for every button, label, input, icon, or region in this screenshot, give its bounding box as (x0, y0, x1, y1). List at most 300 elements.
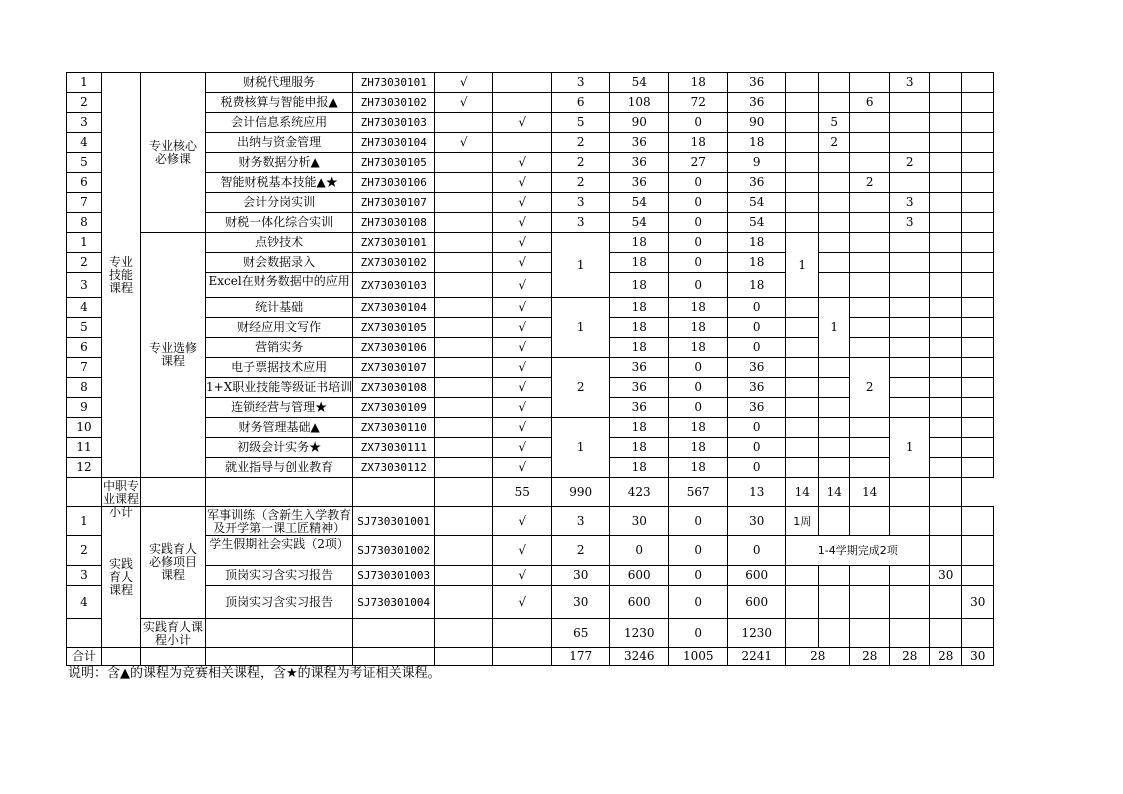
semester-5 (930, 298, 962, 318)
course-code: ZX73030106 (353, 338, 435, 358)
semester-2 (819, 507, 850, 536)
hours-theory: 0 (669, 193, 728, 213)
elective-mark (493, 73, 552, 93)
hours-theory: 18 (669, 318, 728, 338)
hours-practice: 0 (728, 318, 786, 338)
semester-1 (786, 586, 819, 619)
hours-total: 18 (610, 318, 669, 338)
row-number (67, 619, 102, 648)
hours-theory: 18 (669, 438, 728, 458)
required-mark (435, 298, 493, 318)
required-mark (435, 458, 493, 478)
hours-practice: 600 (728, 566, 786, 586)
required-mark (353, 478, 435, 507)
semester-6 (962, 338, 994, 358)
hours-practice: 18 (728, 253, 786, 273)
semester-1: 1 (786, 233, 819, 298)
semester-4: 1 (890, 418, 930, 478)
hours-total: 54 (610, 73, 669, 93)
course-code: SJ730301002 (353, 536, 435, 566)
group-elective: 专业选修课程 (141, 233, 206, 478)
course-name: 初级会计实务★ (206, 438, 353, 458)
row-number: 3 (67, 113, 102, 133)
semester-3 (850, 73, 890, 93)
semester-1 (786, 358, 819, 378)
semester-2 (819, 93, 850, 113)
hours-practice: 36 (728, 73, 786, 93)
hours-total: 0 (610, 536, 669, 566)
hours-practice: 0 (728, 298, 786, 318)
hours-practice: 0 (728, 438, 786, 458)
course-name: 统计基础 (206, 298, 353, 318)
credit-cell: 3 (552, 213, 610, 233)
semester-6 (962, 418, 994, 438)
semester-6 (962, 213, 994, 233)
semester-6 (962, 566, 994, 586)
elective-mark: √ (493, 298, 552, 318)
table-row (67, 93, 994, 113)
semester-6: 30 (962, 648, 994, 666)
semester-1 (786, 566, 819, 586)
semester-4 (890, 318, 930, 338)
semester-3: 2 (850, 358, 890, 418)
course-name: 财会数据录入 (206, 253, 353, 273)
semester-1 (786, 73, 819, 93)
semester-2 (819, 233, 850, 253)
course-name: 顶岗实习含实习报告 (206, 586, 353, 619)
semester-5 (930, 619, 962, 648)
semester-4 (890, 398, 930, 418)
table-row (67, 438, 994, 458)
table-row (67, 318, 994, 338)
semester-5 (930, 253, 962, 273)
required-mark (435, 193, 493, 213)
hours-practice: 0 (728, 458, 786, 478)
semester-6 (962, 619, 994, 648)
course-name: 顶岗实习含实习报告 (206, 566, 353, 586)
course-code: SJ730301001 (353, 507, 435, 536)
hours-theory: 18 (669, 458, 728, 478)
required-mark (435, 173, 493, 193)
total-label: 合计 (67, 648, 102, 666)
semester-4 (890, 338, 930, 358)
semester-2 (819, 566, 850, 586)
semester-6 (962, 133, 994, 153)
semester-6 (962, 113, 994, 133)
credit-cell: 6 (552, 93, 610, 113)
semester-6 (962, 318, 994, 338)
table-row (67, 173, 994, 193)
row-number: 3 (67, 566, 102, 586)
elective-mark: √ (493, 213, 552, 233)
semester-5: 28 (930, 648, 962, 666)
course-name-text: 学生假期社会实践（2项） (209, 537, 349, 551)
course-name: 会计信息系统应用 (206, 113, 353, 133)
semester-1 (786, 153, 819, 173)
semester-5 (930, 398, 962, 418)
semester-4: 3 (890, 213, 930, 233)
hours-practice: 2241 (728, 648, 786, 666)
semester-2: 1 (819, 298, 850, 358)
course-name: 财经应用文写作 (206, 318, 353, 338)
required-mark (435, 233, 493, 253)
semester-1: 1周 (786, 507, 819, 536)
semester-6 (962, 298, 994, 318)
credit-cell: 2 (552, 173, 610, 193)
elective-mark: √ (493, 418, 552, 438)
semester-2 (819, 73, 850, 93)
course-code: ZH73030105 (353, 153, 435, 173)
semester-2 (819, 253, 850, 273)
semester-3 (850, 193, 890, 213)
semester-4 (890, 93, 930, 113)
hours-total: 36 (610, 173, 669, 193)
elective-mark: √ (493, 273, 552, 298)
semester-3 (850, 318, 890, 338)
course-code: ZX73030102 (353, 253, 435, 273)
credit-cell: 2 (552, 133, 610, 153)
table-row (67, 338, 994, 358)
course-code: ZX73030110 (353, 418, 435, 438)
elective-mark (435, 478, 493, 507)
semester-2 (819, 438, 850, 458)
semester-4 (890, 133, 930, 153)
semester-1 (786, 418, 819, 438)
credit-cell: 3 (552, 193, 610, 213)
hours-total: 54 (610, 213, 669, 233)
credit-cell: 1 (552, 233, 610, 298)
semester-span-note: 1-4学期完成2项 (786, 536, 930, 566)
credit-cell: 177 (552, 648, 610, 666)
table-row (67, 358, 994, 378)
semester-6 (962, 438, 994, 458)
hours-theory: 0 (669, 566, 728, 586)
semester-6 (962, 193, 994, 213)
hours-total: 1230 (610, 619, 669, 648)
semester-6 (962, 358, 994, 378)
hours-total: 3246 (610, 648, 669, 666)
required-mark (435, 153, 493, 173)
semester-5 (930, 378, 962, 398)
table-row (67, 213, 994, 233)
semester-2 (819, 458, 850, 478)
table-row (67, 507, 994, 536)
required-mark (435, 213, 493, 233)
semester-5 (930, 358, 962, 378)
semester-1 (786, 93, 819, 113)
hours-total: 36 (610, 153, 669, 173)
credit-cell: 65 (552, 619, 610, 648)
semester-4 (890, 566, 930, 586)
required-mark (435, 318, 493, 338)
semester-2 (819, 418, 850, 438)
hours-theory: 0 (669, 173, 728, 193)
semester-2 (819, 193, 850, 213)
required-mark (435, 253, 493, 273)
hours-practice: 0 (728, 418, 786, 438)
semester-3: 14 (819, 478, 850, 507)
hours-theory: 18 (669, 418, 728, 438)
row-number: 2 (67, 253, 102, 273)
semester-5 (930, 233, 962, 253)
semester-6 (962, 536, 994, 566)
row-number: 12 (67, 458, 102, 478)
course-code (206, 478, 353, 507)
semester-1: 13 (728, 478, 786, 507)
semester-3 (850, 298, 890, 318)
row-number: 6 (67, 338, 102, 358)
semester-2 (819, 398, 850, 418)
required-mark (435, 648, 493, 666)
elective-mark: √ (493, 233, 552, 253)
hours-theory: 0 (669, 619, 728, 648)
course-name: 1+X职业技能等级证书培训 (206, 378, 353, 398)
semester-3 (850, 153, 890, 173)
row-number: 9 (67, 398, 102, 418)
elective-mark (493, 619, 552, 648)
hours-practice: 567 (669, 478, 728, 507)
semester-5 (930, 338, 962, 358)
footnote: 说明：含▲的课程为竞赛相关课程，含★的课程为考证相关课程。 (68, 666, 441, 681)
course-name: 电子票据技术应用 (206, 358, 353, 378)
semester-4 (890, 253, 930, 273)
hours-theory: 0 (669, 507, 728, 536)
course-code: ZH73030103 (353, 113, 435, 133)
table-row (67, 113, 994, 133)
hours-total: 108 (610, 93, 669, 113)
required-mark (435, 398, 493, 418)
hours-total: 18 (610, 273, 669, 298)
semester-4: 2 (890, 153, 930, 173)
elective-mark: √ (493, 338, 552, 358)
course-code: ZH73030107 (353, 193, 435, 213)
course-code: ZX73030104 (353, 298, 435, 318)
hours-practice: 36 (728, 93, 786, 113)
course-code: ZX73030112 (353, 458, 435, 478)
elective-mark: √ (493, 173, 552, 193)
elective-mark: √ (493, 153, 552, 173)
required-mark (435, 586, 493, 619)
semester-3 (850, 566, 890, 586)
hours-theory: 18 (669, 298, 728, 318)
hours-theory: 0 (669, 358, 728, 378)
elective-mark: √ (493, 253, 552, 273)
semester-3 (850, 586, 890, 619)
course-name: 出纳与资金管理 (206, 133, 353, 153)
hours-theory: 0 (669, 586, 728, 619)
row-number: 5 (67, 153, 102, 173)
hours-practice: 54 (728, 193, 786, 213)
credit-cell: 1 (552, 418, 610, 478)
semester-3 (850, 338, 890, 358)
row-number: 7 (67, 358, 102, 378)
semester-4 (890, 113, 930, 133)
semester-1 (786, 438, 819, 458)
semester-2 (819, 619, 850, 648)
semester-5 (930, 173, 962, 193)
semester-4 (890, 298, 930, 318)
course-name: 财税一体化综合实训 (206, 213, 353, 233)
semester-6 (962, 458, 994, 478)
semester-5 (930, 586, 962, 619)
hours-theory: 0 (669, 253, 728, 273)
semester-6 (962, 398, 994, 418)
semester-3 (850, 619, 890, 648)
credit-cell: 3 (552, 507, 610, 536)
subtotal-label (102, 478, 141, 519)
semester-6 (962, 253, 994, 273)
hours-theory: 0 (669, 273, 728, 298)
semester-6 (962, 93, 994, 113)
semester-3 (850, 438, 890, 458)
hours-practice: 54 (728, 213, 786, 233)
semester-4 (890, 233, 930, 253)
semester-1-2: 28 (786, 648, 850, 666)
hours-theory: 18 (669, 133, 728, 153)
course-name: 财务数据分析▲ (206, 153, 353, 173)
semester-1 (786, 398, 819, 418)
course-name-text: Excel在财务数据中的应用 (208, 274, 350, 288)
elective-mark: √ (493, 438, 552, 458)
hours-theory: 18 (669, 73, 728, 93)
semester-5 (930, 73, 962, 93)
semester-3 (850, 253, 890, 273)
table-row (67, 273, 994, 298)
credit-cell: 2 (552, 536, 610, 566)
course-code: ZX73030107 (353, 358, 435, 378)
hours-practice: 600 (728, 586, 786, 619)
hours-practice: 36 (728, 398, 786, 418)
course-name-text: 军事训练（含新生入学教育及开学第一课工匠精神） (207, 508, 352, 535)
semester-2 (819, 153, 850, 173)
row-number: 2 (67, 93, 102, 113)
hours-practice: 18 (728, 233, 786, 253)
semester-1 (786, 298, 819, 318)
subtotal-label (141, 619, 206, 648)
hours-total: 18 (610, 298, 669, 318)
semester-2 (819, 213, 850, 233)
hours-total: 36 (610, 378, 669, 398)
semester-3 (850, 233, 890, 253)
hours-total: 18 (610, 233, 669, 253)
course-name: 就业指导与创业教育 (206, 458, 353, 478)
row-number: 4 (67, 133, 102, 153)
semester-5 (930, 213, 962, 233)
semester-1 (786, 318, 819, 338)
elective-mark: √ (493, 536, 552, 566)
elective-mark: √ (493, 458, 552, 478)
course-name: 智能财税基本技能▲★ (206, 173, 353, 193)
semester-3 (850, 458, 890, 478)
semester-4 (890, 586, 930, 619)
semester-1 (786, 338, 819, 358)
row-number: 11 (67, 438, 102, 458)
course-code: SJ730301004 (353, 586, 435, 619)
semester-2 (819, 273, 850, 298)
semester-3 (850, 133, 890, 153)
table-row (67, 566, 994, 586)
row-number: 1 (67, 233, 102, 253)
course-code: ZH73030101 (353, 73, 435, 93)
course-name: 财务管理基础▲ (206, 418, 353, 438)
course-code: ZX73030101 (353, 233, 435, 253)
course-name: 营销实务 (206, 338, 353, 358)
semester-5 (930, 273, 962, 298)
credit-cell: 30 (552, 566, 610, 586)
row-number: 1 (67, 73, 102, 93)
hours-practice: 36 (728, 358, 786, 378)
course-code: ZX73030105 (353, 318, 435, 338)
table-row (67, 418, 994, 438)
required-mark (435, 418, 493, 438)
subtotal-label-text: 中职专业课程小计 (102, 479, 139, 519)
semester-6 (962, 378, 994, 398)
semester-6: 30 (962, 586, 994, 619)
group-core: 专业核心必修课 (141, 73, 206, 233)
table-row (67, 233, 994, 253)
semester-5 (930, 193, 962, 213)
required-mark (435, 273, 493, 298)
table-row (67, 133, 994, 153)
semester-2 (819, 358, 850, 378)
hours-practice: 30 (728, 507, 786, 536)
hours-practice: 36 (728, 173, 786, 193)
course-name (206, 536, 353, 566)
semester-1 (786, 213, 819, 233)
elective-mark: √ (493, 586, 552, 619)
semester-6 (962, 233, 994, 253)
semester-6 (962, 273, 994, 298)
semester-3 (850, 273, 890, 298)
hours-total: 600 (610, 586, 669, 619)
credit-cell: 2 (552, 358, 610, 418)
semester-2 (819, 586, 850, 619)
hours-theory: 18 (669, 338, 728, 358)
row-number (67, 478, 102, 507)
row-number: 2 (67, 536, 102, 566)
course-code: SJ730301003 (353, 566, 435, 586)
semester-3: 2 (850, 173, 890, 193)
semester-5 (930, 133, 962, 153)
hours-practice: 18 (728, 133, 786, 153)
course-code (353, 619, 435, 648)
semester-3 (850, 213, 890, 233)
course-code: ZH73030104 (353, 133, 435, 153)
row-number: 6 (67, 173, 102, 193)
course-name (206, 507, 353, 536)
semester-2 (819, 378, 850, 398)
credit-cell: 3 (552, 73, 610, 93)
hours-total: 18 (610, 458, 669, 478)
credit-cell: 30 (552, 586, 610, 619)
semester-3 (850, 418, 890, 438)
category-skill: 专业技能课程 (102, 73, 141, 478)
hours-theory: 0 (669, 398, 728, 418)
row-number: 5 (67, 318, 102, 338)
table-row (67, 73, 994, 93)
category-practice: 实践育人课程 (102, 507, 141, 648)
semester-4: 3 (890, 73, 930, 93)
semester-4: 14 (850, 478, 890, 507)
hours-practice: 1230 (728, 619, 786, 648)
semester-5 (930, 113, 962, 133)
semester-4 (890, 358, 930, 378)
course-name (141, 478, 206, 507)
semester-1 (786, 619, 819, 648)
hours-total: 18 (610, 253, 669, 273)
elective-mark (493, 648, 552, 666)
elective-mark (493, 133, 552, 153)
